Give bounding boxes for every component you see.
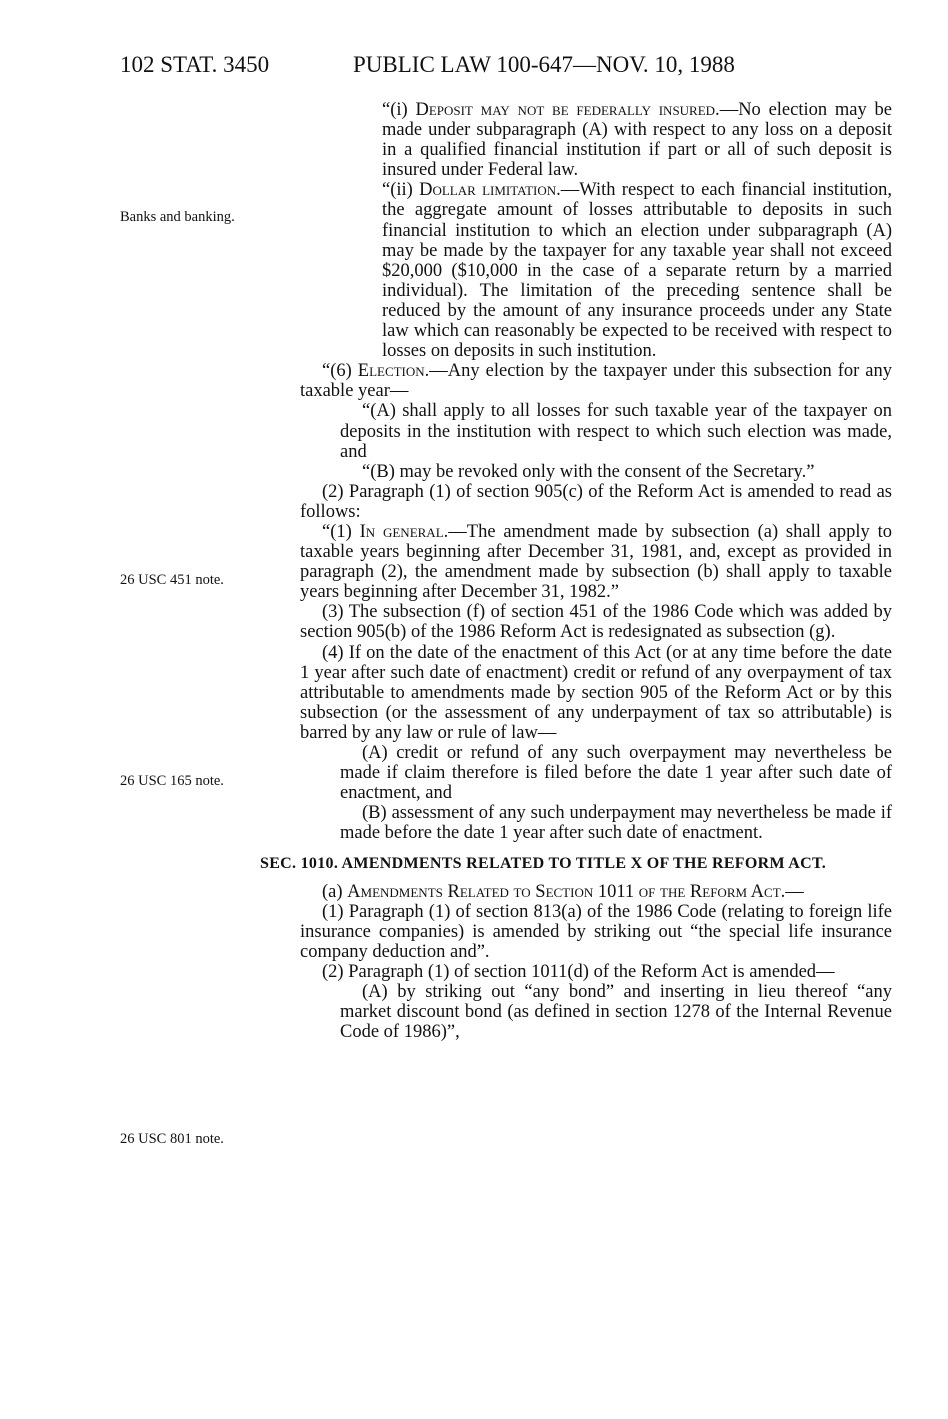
paragraph-4a: (A) credit or refund of any such overpayment may nevertheless be made if claim therefore is filed before the date 1 year after such date of enactment, and bbox=[340, 743, 892, 804]
paragraph-5i: “(i) Deposit may not be federally insured.—No election may be made under subparagraph (A) with respect to any loss on a deposit in a qualified financial institution if part or all of such deposit is insured under Federal law. bbox=[382, 100, 892, 181]
margin-note-165: 26 USC 165 note. bbox=[120, 773, 224, 789]
margin-note-451: 26 USC 451 note. bbox=[120, 572, 224, 588]
paragraph-6b: “(B) may be revoked only with the consent of the Secretary.” bbox=[362, 461, 815, 482]
subsection-a-2-a: (A) by striking out “any bond” and inserting in lieu thereof “any market discount bond (as defined in section 1278 of the Internal Revenue Code of 1986)”, bbox=[340, 982, 892, 1043]
subsection-a: (a) Amendments Related to Section 1011 of the Reform Act.— bbox=[322, 881, 804, 902]
paragraph-3: (3) The subsection (f) of section 451 of the 1986 Code which was added by section 905(b) of the 1986 Reform Act is redesignated as subsection (g). bbox=[300, 602, 892, 643]
subsection-a-1: (1) Paragraph (1) of section 813(a) of the 1986 Code (relating to foreign life insurance companies) is amended by striking out “the special life insurance company deduction and”. bbox=[300, 901, 892, 962]
paragraph-5ii: “(ii) Dollar limitation.—With respect to each financial institution, the aggregate amount of losses attributable to deposits in such financial institution to which an election under subparagraph (A) may be made by the taxpayer for any taxable year shall not exceed $20,000 ($10,000 in the case of a separate return by a married individual). The limitation of the preceding sentence shall be reduced by the amount of any insurance proceeds under any State law which can reasonably be expected to be received with respect to losses on deposits in such institution. bbox=[382, 180, 892, 362]
law-title-header: PUBLIC LAW 100-647—NOV. 10, 1988 bbox=[353, 52, 735, 77]
subsection-a-2: (2) Paragraph (1) of section 1011(d) of the Reform Act is amended— bbox=[322, 961, 835, 982]
paragraph-6: “(6) Election.—Any election by the taxpayer under this subsection for any taxable year— bbox=[300, 361, 892, 402]
margin-note-801: 26 USC 801 note. bbox=[120, 1131, 224, 1147]
margin-note-banks: Banks and banking. bbox=[120, 209, 235, 225]
section-1010-heading: SEC. 1010. AMENDMENTS RELATED TO TITLE X OF THE REFORM ACT. bbox=[260, 855, 827, 873]
body-text bbox=[260, 100, 892, 1043]
stat-page-number: 102 STAT. 3450 bbox=[120, 52, 270, 77]
paragraph-2: (2) Paragraph (1) of section 905(c) of the Reform Act is amended to read as follows: bbox=[300, 481, 892, 522]
paragraph-4b: (B) assessment of any such underpayment may nevertheless be made if made before the date 1 year after such date of enactment. bbox=[340, 803, 892, 844]
paragraph-4: (4) If on the date of the enactment of this Act (or at any time before the date 1 year after such date of enactment) credit or refund of any overpayment of tax attributable to amendments made by section 905 of the Reform Act or by this subsection (or the assessment of any underpayment of tax so attributable) is barred by any law or rule of law— bbox=[300, 642, 892, 743]
paragraph-6a: “(A) shall apply to all losses for such taxable year of the taxpayer on deposits in the institution with respect to which such election was made, and bbox=[340, 401, 892, 462]
paragraph-1-general: “(1) In general.—The amendment made by subsection (a) shall apply to taxable years beginning after December 31, 1981, and, except as provided in paragraph (2), the amendment made by subsection (b) shall apply to taxable years beginning after December 31, 1982.” bbox=[300, 521, 892, 603]
